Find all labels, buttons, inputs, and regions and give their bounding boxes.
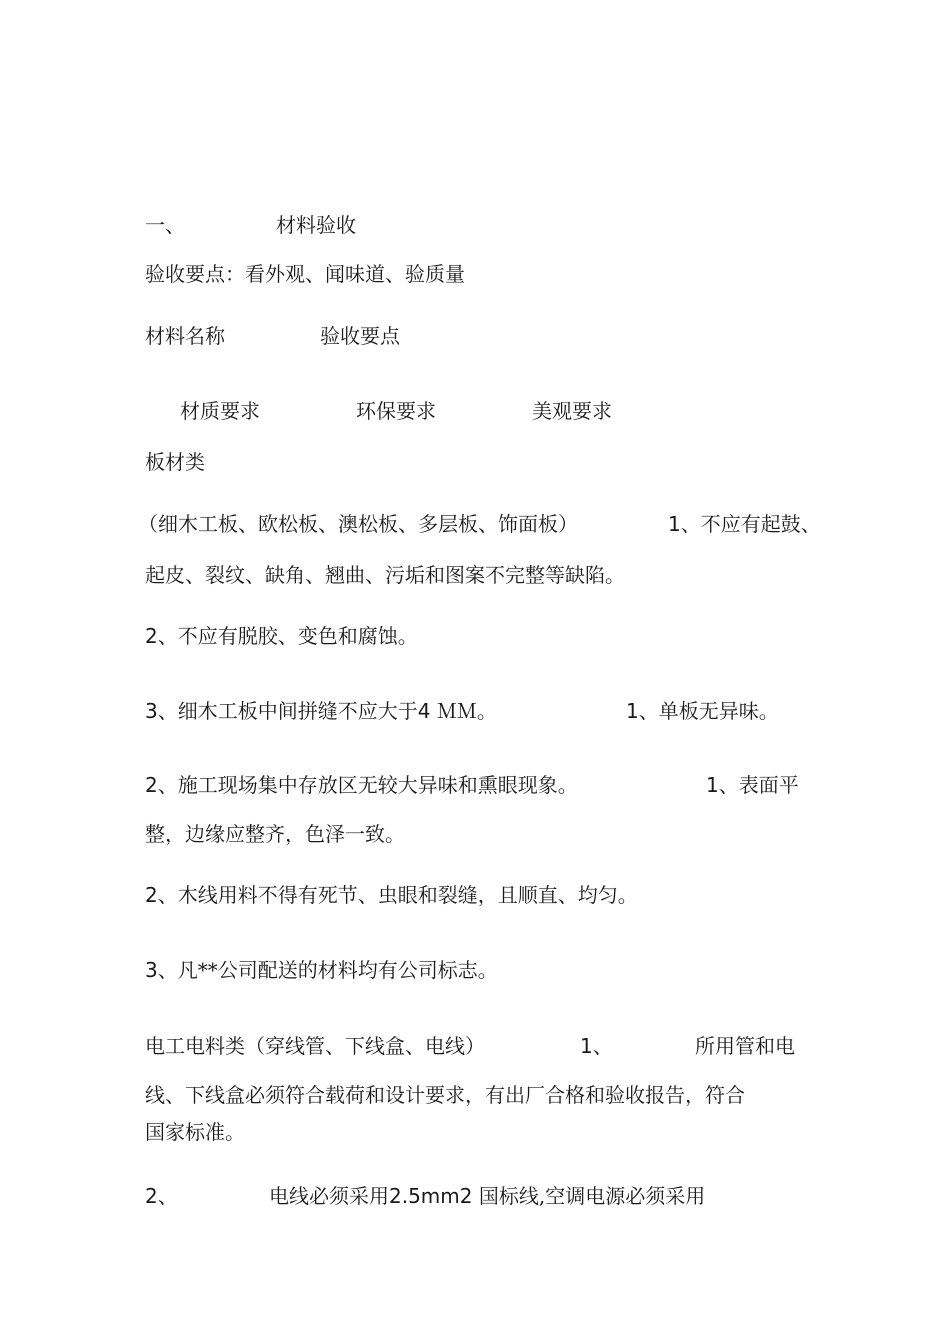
electrical-item-2-number: 2 bbox=[145, 1184, 158, 1208]
electrical-category: 电工电料类（穿线管、下线盒、电线） bbox=[145, 1034, 485, 1058]
board-look-3-text: 、凡**公司配送的材料均有公司标志。 bbox=[157, 958, 498, 982]
board-material-1-line-a bbox=[668, 510, 821, 538]
board-look-2-number: 2 bbox=[145, 883, 158, 907]
electrical-item-2-sep: 、 bbox=[157, 1184, 178, 1208]
board-env-2 bbox=[145, 771, 578, 799]
board-env-2-text: 、施工现场集中存放区无较大异味和熏眼现象。 bbox=[157, 773, 578, 797]
board-material-3-text: 、细木工板中间拼缝不应大于 bbox=[157, 699, 418, 723]
board-category: 板材类 bbox=[145, 450, 205, 474]
board-env-1 bbox=[626, 697, 779, 725]
electrical-item-1-number: 1 bbox=[580, 1034, 593, 1058]
board-types: （细木工板、欧松板、澳松板、多层板、饰面板） bbox=[138, 512, 578, 536]
electrical-item-1-text-a: 所用管和电 bbox=[695, 1034, 795, 1058]
board-material-3-value: 4 bbox=[417, 699, 431, 723]
board-look-2 bbox=[145, 881, 638, 909]
electrical-item-2-text-b: 国标线,空调电源必须采用 bbox=[472, 1184, 706, 1208]
board-env-2-number: 2 bbox=[145, 773, 158, 797]
board-material-1-text-a: 、不应有起鼓、 bbox=[680, 512, 821, 536]
board-env-1-number: 1 bbox=[626, 699, 639, 723]
subheader-environment: 环保要求 bbox=[356, 399, 436, 423]
electrical-item-2-label bbox=[145, 1182, 178, 1210]
electrical-item-1-sep: 、 bbox=[592, 1034, 613, 1058]
section-number: 一、 bbox=[145, 213, 185, 237]
electrical-item-1-text-b: 线、下线盒必须符合载荷和设计要求，有出厂合格和验收报告，符合 bbox=[145, 1083, 745, 1107]
board-look-1-text-a: 、表面平 bbox=[718, 773, 799, 797]
section-title: 材料验收 bbox=[276, 213, 356, 237]
board-look-3 bbox=[145, 956, 498, 984]
board-look-1-line-a bbox=[706, 771, 799, 799]
board-material-2-number: 2 bbox=[145, 624, 158, 648]
electrical-item-2-value: 2.5mm2 bbox=[389, 1184, 473, 1208]
electrical-item-1-text-c: 国家标准。 bbox=[145, 1120, 245, 1144]
electrical-item-1-label bbox=[580, 1032, 613, 1060]
board-look-3-number: 3 bbox=[145, 958, 158, 982]
header-material-name: 材料名称 bbox=[145, 324, 225, 348]
board-material-1-number: 1 bbox=[668, 512, 681, 536]
board-material-2-text: 、不应有脱胶、变色和腐蚀。 bbox=[157, 624, 418, 648]
board-look-1-line-b: 整，边缘应整齐，色泽一致。 bbox=[145, 822, 405, 846]
header-key-points: 验收要点 bbox=[320, 324, 400, 348]
subheader-appearance: 美观要求 bbox=[532, 399, 612, 423]
board-material-1-line-b: 起皮、裂纹、缺角、翘曲、污垢和图案不完整等缺陷。 bbox=[145, 563, 625, 587]
electrical-item-2-text bbox=[269, 1182, 705, 1210]
board-material-2 bbox=[145, 622, 418, 650]
board-material-3-unit: ＭＭ。 bbox=[430, 699, 497, 723]
subheader-material: 材质要求 bbox=[180, 399, 260, 423]
board-env-1-text: 、单板无异味。 bbox=[638, 699, 779, 723]
board-material-3-number: 3 bbox=[145, 699, 158, 723]
board-look-1-number: 1 bbox=[706, 773, 719, 797]
board-look-2-text: 、木线用料不得有死节、虫眼和裂缝，且顺直、均匀。 bbox=[157, 883, 638, 907]
key-points: 验收要点：看外观、闻味道、验质量 bbox=[145, 262, 465, 286]
electrical-item-2-text-a: 电线必须采用 bbox=[269, 1184, 389, 1208]
board-material-3 bbox=[145, 697, 497, 725]
